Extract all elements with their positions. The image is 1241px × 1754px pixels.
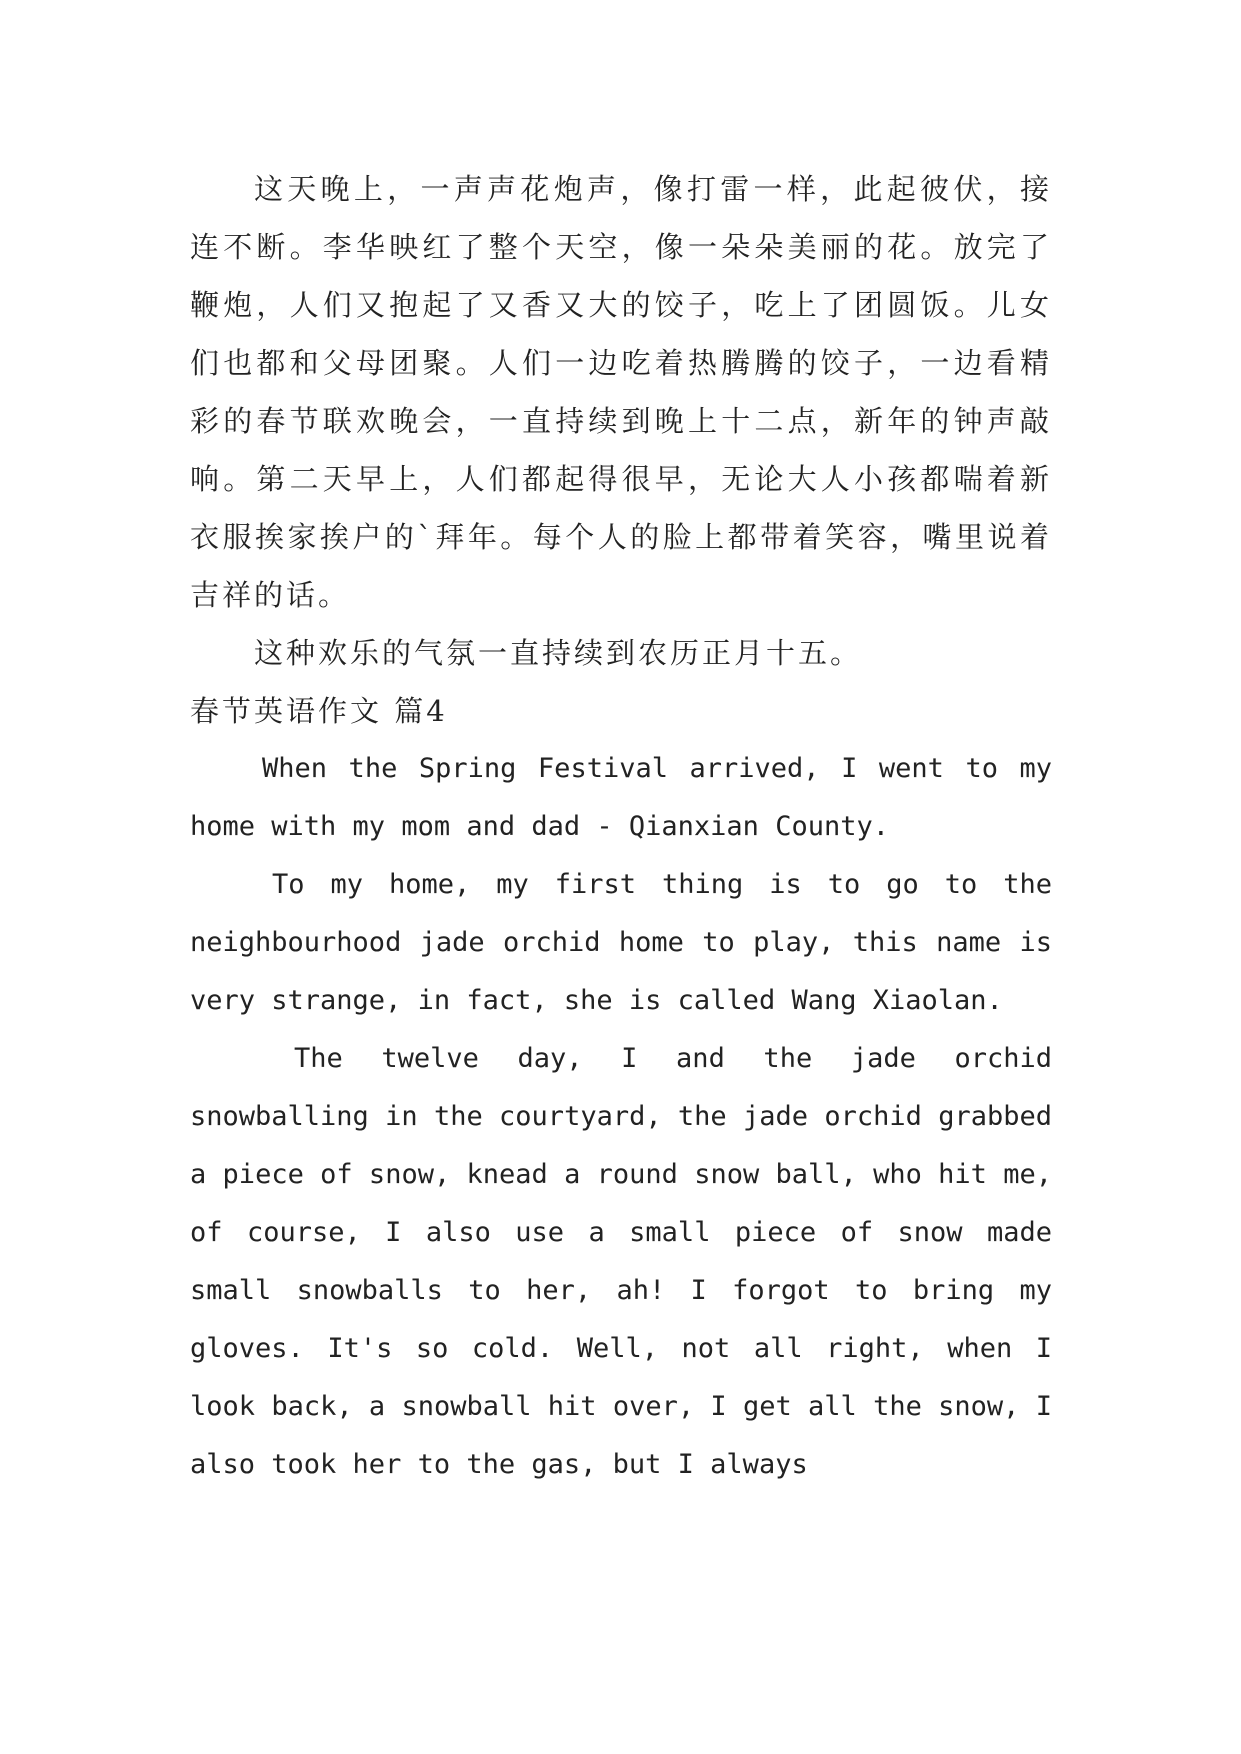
document-page — [190, 160, 1052, 1494]
paragraph-new-year-eve: 这天晚上，一声声花炮声，像打雷一样，此起彼伏，接连不断。李华映红了整个天空，像一朵朵美丽的花。放完了鞭炮，人们又抱起了又香又大的饺子，吃上了团圆饭。儿女们也都和父母团聚。人们一边吃着热腾腾的饺子，一边看精彩的春节联欢晚会，一直持续到晚上十二点，新年的钟声敲响。第二天早上，人们都起得很早，无论大人小孩都喘着新衣服挨家挨户的`拜年。每个人的脸上都带着笑容，嘴里说着吉祥的话。 — [190, 172, 1052, 612]
paragraph-neighbour: To my home, my first thing is to go to the neighbourhood jade orchid home to play, this name is very strange, in fact, she is called Wang Xiaolan. — [190, 869, 1052, 1016]
paragraph-snowball: The twelve day, I and the jade orchid snowballing in the courtyard, the jade orchid grabbed a piece of snow, knead a round snow ball, who hit me, of course, I also use a small piece of snow made small snowballs to her, ah! I forgot to bring my gloves. It's so cold. Well, not all right, when I look back, a snowball hit over, I get all the snow, I also took her to the gas, but I always — [190, 1043, 1052, 1480]
paragraph-festival-atmosphere: 这种欢乐的气氛一直持续到农历正月十五。 — [254, 636, 863, 670]
paragraph-arrival: When the Spring Festival arrived, I went to my home with my mom and dad - Qianxian County. — [190, 753, 1052, 842]
section-heading: 春节英语作文 篇4 — [190, 694, 448, 728]
